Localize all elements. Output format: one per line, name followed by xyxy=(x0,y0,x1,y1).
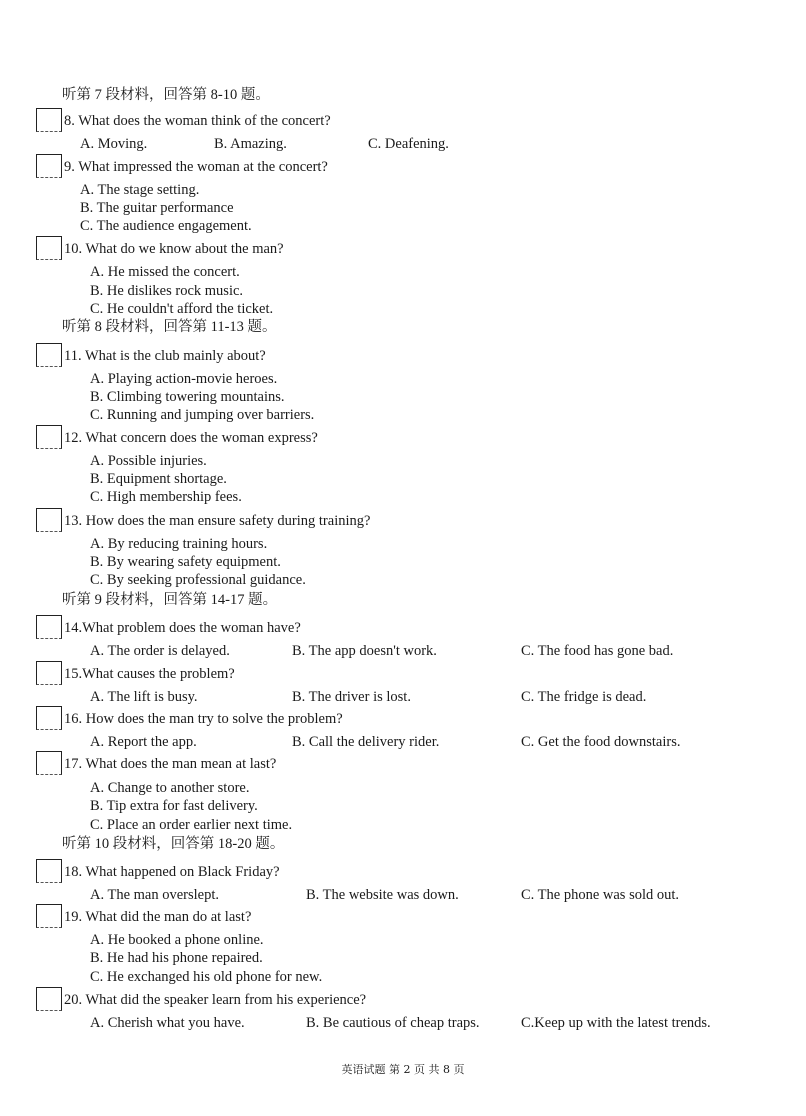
option: C. He exchanged his old phone for new. xyxy=(90,969,323,985)
option: C. The phone was sold out. xyxy=(521,887,680,903)
question-text: 11. What is the club mainly about? xyxy=(64,348,266,364)
option: B. Amazing. xyxy=(214,136,287,152)
question-text: 9. What impressed the woman at the concert? xyxy=(64,159,328,175)
option: B. He dislikes rock music. xyxy=(90,283,244,299)
answer-box[interactable] xyxy=(36,425,62,449)
answer-box[interactable] xyxy=(36,108,62,132)
option: B. Equipment shortage. xyxy=(90,471,227,487)
answer-box[interactable] xyxy=(36,751,62,775)
question-text: 16. How does the man try to solve the problem? xyxy=(64,711,343,727)
option: A. Report the app. xyxy=(90,734,197,750)
question-text: 17. What does the man mean at last? xyxy=(64,756,277,772)
option: B. The driver is lost. xyxy=(292,689,411,705)
question-text: 10. What do we know about the man? xyxy=(64,241,284,257)
answer-box[interactable] xyxy=(36,706,62,730)
option: A. Playing action-movie heroes. xyxy=(90,371,278,387)
option: C. The fridge is dead. xyxy=(521,689,647,705)
option: C. Get the food downstairs. xyxy=(521,734,681,750)
question-text: 19. What did the man do at last? xyxy=(64,909,252,925)
answer-box[interactable] xyxy=(36,236,62,260)
option: C. The audience engagement. xyxy=(80,218,252,234)
answer-box[interactable] xyxy=(36,859,62,883)
option: A. Possible injuries. xyxy=(90,453,207,469)
answer-box[interactable] xyxy=(36,987,62,1011)
option: B. Be cautious of cheap traps. xyxy=(306,1015,480,1031)
option: C. Place an order earlier next time. xyxy=(90,817,293,833)
section-header: 听第 10 段材料，回答第 18-20 题。 xyxy=(62,836,285,852)
option: C. By seeking professional guidance. xyxy=(90,572,306,588)
option: A. The stage setting. xyxy=(80,182,200,198)
option: A. Cherish what you have. xyxy=(90,1015,245,1031)
option: A. By reducing training hours. xyxy=(90,536,268,552)
question-text: 12. What concern does the woman express? xyxy=(64,430,318,446)
option: C. High membership fees. xyxy=(90,489,242,505)
option: B. By wearing safety equipment. xyxy=(90,554,281,570)
option: B. He had his phone repaired. xyxy=(90,950,263,966)
option: A. The man overslept. xyxy=(90,887,219,903)
answer-box[interactable] xyxy=(36,904,62,928)
section-header: 听第 8 段材料，回答第 11-13 题。 xyxy=(62,319,277,335)
option: B. Climbing towering mountains. xyxy=(90,389,285,405)
question-text: 8. What does the woman think of the concert? xyxy=(64,113,331,129)
question-text: 15.What causes the problem? xyxy=(64,666,235,682)
option: B. Tip extra for fast delivery. xyxy=(90,798,258,814)
option: C. Deafening. xyxy=(368,136,449,152)
option: A. The lift is busy. xyxy=(90,689,198,705)
page-footer: 英语试题 第 2 页 共 8 页 xyxy=(341,1063,465,1076)
answer-box[interactable] xyxy=(36,615,62,639)
answer-box[interactable] xyxy=(36,154,62,178)
question-text: 13. How does the man ensure safety during training? xyxy=(64,513,371,529)
option: A. Moving. xyxy=(80,136,148,152)
option: A. The order is delayed. xyxy=(90,643,230,659)
option: A. Change to another store. xyxy=(90,780,250,796)
option: B. The guitar performance xyxy=(80,200,234,216)
option: C. Running and jumping over barriers. xyxy=(90,407,315,423)
option: C. He couldn't afford the ticket. xyxy=(90,301,274,317)
option: C.Keep up with the latest trends. xyxy=(521,1015,711,1031)
answer-box[interactable] xyxy=(36,508,62,532)
answer-box[interactable] xyxy=(36,661,62,685)
question-text: 20. What did the speaker learn from his experience? xyxy=(64,992,367,1008)
question-text: 14.What problem does the woman have? xyxy=(64,620,301,636)
option: A. He booked a phone online. xyxy=(90,932,264,948)
option: A. He missed the concert. xyxy=(90,264,240,280)
option: C. The food has gone bad. xyxy=(521,643,674,659)
section-header: 听第 9 段材料，回答第 14-17 题。 xyxy=(62,592,278,608)
section-header: 听第 7 段材料，回答第 8-10 题。 xyxy=(62,87,270,103)
option: B. Call the delivery rider. xyxy=(292,734,440,750)
option: B. The website was down. xyxy=(306,887,459,903)
question-text: 18. What happened on Black Friday? xyxy=(64,864,280,880)
answer-box[interactable] xyxy=(36,343,62,367)
option: B. The app doesn't work. xyxy=(292,643,437,659)
